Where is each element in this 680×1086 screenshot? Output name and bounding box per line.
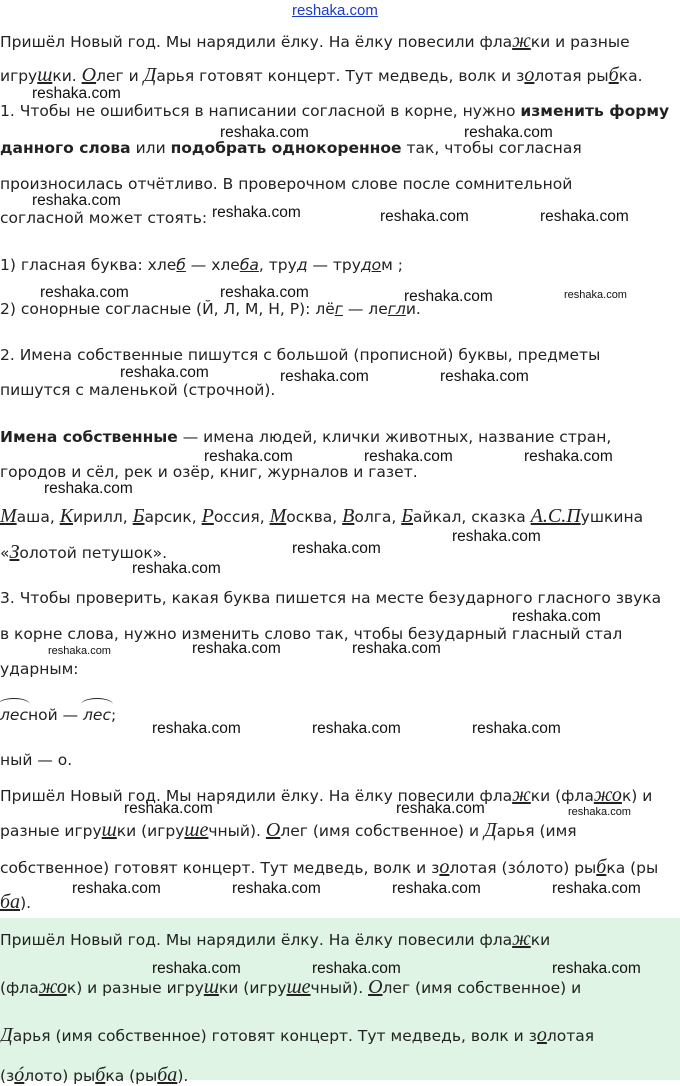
watermark: reshaka.com xyxy=(552,880,641,897)
watermark: reshaka.com xyxy=(204,448,293,465)
rule1-line-4: согласной может стоять: xyxy=(0,209,208,227)
answer2-line-3: Дарья (имя собственное) готовят концерт. Тут медведь, волк и золотая xyxy=(0,1024,595,1046)
watermark: reshaka.com xyxy=(292,540,381,557)
watermark: reshaka.com xyxy=(32,85,121,102)
watermark: reshaka.com xyxy=(44,480,133,497)
watermark: reshaka.com xyxy=(120,364,209,381)
watermark: reshaka.com xyxy=(220,284,309,301)
rule1-line-3: произносилась отчётливо. В проверочном слове после сомнительной xyxy=(0,175,573,193)
answer1-line-4: ба). xyxy=(0,891,32,913)
watermark: reshaka.com xyxy=(472,720,561,737)
rule2-examples-2: «Золотой петушок». xyxy=(0,541,168,563)
watermark: reshaka.com xyxy=(312,720,401,737)
watermark: reshaka.com xyxy=(404,288,493,305)
rule2-examples-1: Маша, Кирилл, Барсик, Россия, Москва, Волга, Байкал, сказка А.С.Пушкина xyxy=(0,505,644,527)
watermark: reshaka.com xyxy=(564,289,627,301)
answer2-line-1: Пришёл Новый год. Мы нарядили ёлку. На ёлку повесили флажки xyxy=(0,928,551,950)
rule3-line-1: 3. Чтобы проверить, какая буква пишется на месте безударного гласного звука xyxy=(0,589,662,607)
rule2-line-2: пишутся с маленькой (строчной). xyxy=(0,381,276,399)
rule1-line-2: данного слова или подобрать однокоренное так, чтобы согласная xyxy=(0,139,582,157)
watermark: reshaka.com xyxy=(352,640,441,657)
watermark: reshaka.com xyxy=(232,880,321,897)
watermark: reshaka.com xyxy=(212,204,301,221)
watermark: reshaka.com xyxy=(280,368,369,385)
watermark: reshaka.com xyxy=(552,960,641,977)
watermark: reshaka.com xyxy=(440,368,529,385)
answer1-line-2: разные игрушки (игрушечный). Олег (имя собственное) и Дарья (имя xyxy=(0,819,577,841)
watermark: reshaka.com xyxy=(364,448,453,465)
task-text-line-1: Пришёл Новый год. Мы нарядили ёлку. На ёлку повесили флажки и разные xyxy=(0,30,630,52)
rule2-line-1: 2. Имена собственные пишутся с большой (прописной) буквы, предметы xyxy=(0,346,601,364)
rule3-line-2: в корне слова, нужно изменить слово так, чтобы безударный гласный стал xyxy=(0,625,623,643)
watermark: reshaka.com xyxy=(464,124,553,141)
rule1-line-1: 1. Чтобы не ошибиться в написании согласной в корне, нужно изменить форму xyxy=(0,102,670,120)
rule3-result: ный — о. xyxy=(0,751,73,769)
watermark: reshaka.com xyxy=(124,800,213,817)
answer1-line-1: Пришёл Новый год. Мы нарядили ёлку. На ёлку повесили флажки (флажок) и xyxy=(0,784,653,806)
watermark: reshaka.com xyxy=(48,645,111,657)
watermark: reshaka.com xyxy=(192,640,281,657)
answer2-line-2: (флажок) и разные игрушки (игрушечный). Олег (имя собственное) и xyxy=(0,976,582,998)
watermark: reshaka.com xyxy=(540,208,629,225)
rule2-definition-2: городов и сёл, рек и озёр, книг, журналов и газет. xyxy=(0,463,418,481)
answer1-line-3: собственное) готовят концерт. Тут медведь, волк и золотая (зóлото) рыбка (ры xyxy=(0,856,659,878)
rule2-definition-1: Имена собственные — имена людей, клички животных, название стран, xyxy=(0,428,612,446)
task-text-line-2: игрушки. Олег и Дарья готовят концерт. Тут медведь, волк и золотая рыбка. xyxy=(0,64,643,86)
rule3-line-3: ударным: xyxy=(0,660,79,678)
rule1-item-1: 1) гласная буква: хлеб — хлеба, труд — трудом ; xyxy=(0,256,403,274)
reshaka-link[interactable]: reshaka.com xyxy=(292,2,378,19)
watermark: reshaka.com xyxy=(380,208,469,225)
watermark: reshaka.com xyxy=(152,720,241,737)
watermark: reshaka.com xyxy=(452,528,541,545)
watermark: reshaka.com xyxy=(524,448,613,465)
root-arc-1: лес xyxy=(0,706,28,724)
watermark: reshaka.com xyxy=(220,124,309,141)
root-arc-2: лес xyxy=(83,706,111,724)
answer2-line-4: (зóлото) рыбка (рыба). xyxy=(0,1064,189,1086)
watermark: reshaka.com xyxy=(72,880,161,897)
watermark: reshaka.com xyxy=(132,560,221,577)
watermark: reshaka.com xyxy=(512,608,601,625)
watermark: reshaka.com xyxy=(312,960,401,977)
watermark: reshaka.com xyxy=(152,960,241,977)
watermark: reshaka.com xyxy=(396,800,485,817)
watermark: reshaka.com xyxy=(568,806,631,818)
rule3-example: лесной — лес; xyxy=(0,706,117,724)
rule1-item-2: 2) сонорные согласные (Й, Л, М, Н, Р): лёг — легли. xyxy=(0,300,421,318)
watermark: reshaka.com xyxy=(32,192,121,209)
watermark: reshaka.com xyxy=(40,284,129,301)
watermark: reshaka.com xyxy=(392,880,481,897)
